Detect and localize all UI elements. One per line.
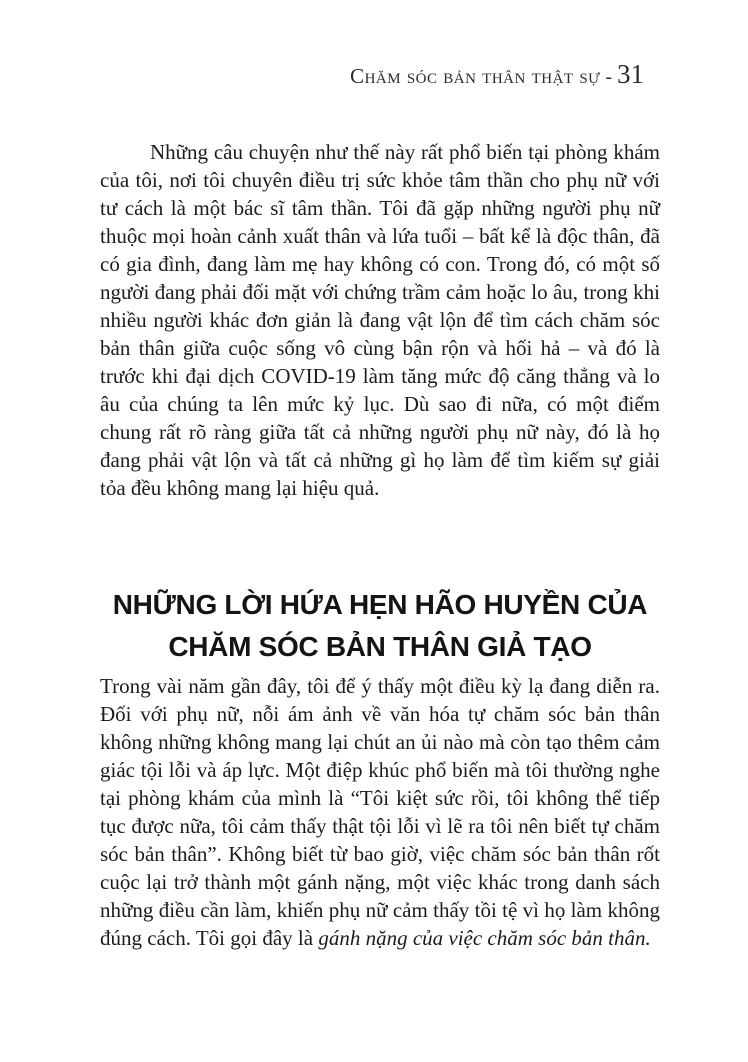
body-paragraph-2 bbox=[100, 672, 660, 952]
section-heading bbox=[94, 584, 666, 668]
section-heading-line-2: CHĂM SÓC BẢN THÂN GIẢ TẠO bbox=[168, 631, 592, 662]
body-paragraph-2-italic-phrase: gánh nặng của việc chăm sóc bản thân. bbox=[318, 926, 651, 950]
running-header-separator: - bbox=[600, 66, 617, 88]
page-number: 31 bbox=[617, 59, 644, 89]
section-heading-line-1: NHỮNG LỜI HỨA HẸN HÃO HUYỀN CỦA bbox=[112, 589, 648, 620]
running-header-title: Chăm sóc bản thân thật sự bbox=[350, 64, 601, 88]
body-paragraph-1: Những câu chuyện như thế này rất phổ biến tại phòng khám của tôi, nơi tôi chuyên điều trị sức khỏe tâm thần cho phụ nữ với tư cách là một bác sĩ tâm thần. Tôi đã gặp những người phụ nữ thuộc mọi hoàn cảnh xuất thân và lứa tuổi – bất kể là độc thân, đã có gia đình, đang làm mẹ hay không có con. Trong đó, có một số người đang phải đối mặt với chứng trầm cảm hoặc lo âu, trong khi nhiều người khác đơn giản là đang vật lộn để tìm cách chăm sóc bản thân giữa cuộc sống vô cùng bận rộn và hối hả – và đó là trước khi đại dịch COVID-19 làm tăng mức độ căng thẳng và lo âu của chúng ta lên mức kỷ lục. Dù sao đi nữa, có một điểm chung rất rõ ràng giữa tất cả những người phụ nữ này, đó là họ đang phải vật lộn và tất cả những gì họ làm để tìm kiếm sự giải tỏa đều không mang lại hiệu quả. bbox=[100, 140, 660, 500]
body-paragraph-2-text: Trong vài năm gần đây, tôi để ý thấy một điều kỳ lạ đang diễn ra. Đối với phụ nữ, nỗi ám ảnh về văn hóa tự chăm sóc bản thân không những không mang lại chút an ủi nào mà còn tạo thêm cảm giác tội lỗi và áp lực. Một điệp khúc phổ biến mà tôi thường nghe tại phòng khám của mình là “Tôi kiệt sức rồi, tôi không thể tiếp tục được nữa, tôi cảm thấy thật tội lỗi vì lẽ ra tôi nên biết tự chăm sóc bản thân”. Không biết từ bao giờ, việc chăm sóc bản thân rốt cuộc lại trở thành một gánh nặng, một việc khác trong danh sách những điều cần làm, khiến phụ nữ cảm thấy tồi tệ vì họ làm không đúng cách. Tôi gọi đây là bbox=[100, 674, 660, 950]
running-header bbox=[350, 58, 644, 95]
